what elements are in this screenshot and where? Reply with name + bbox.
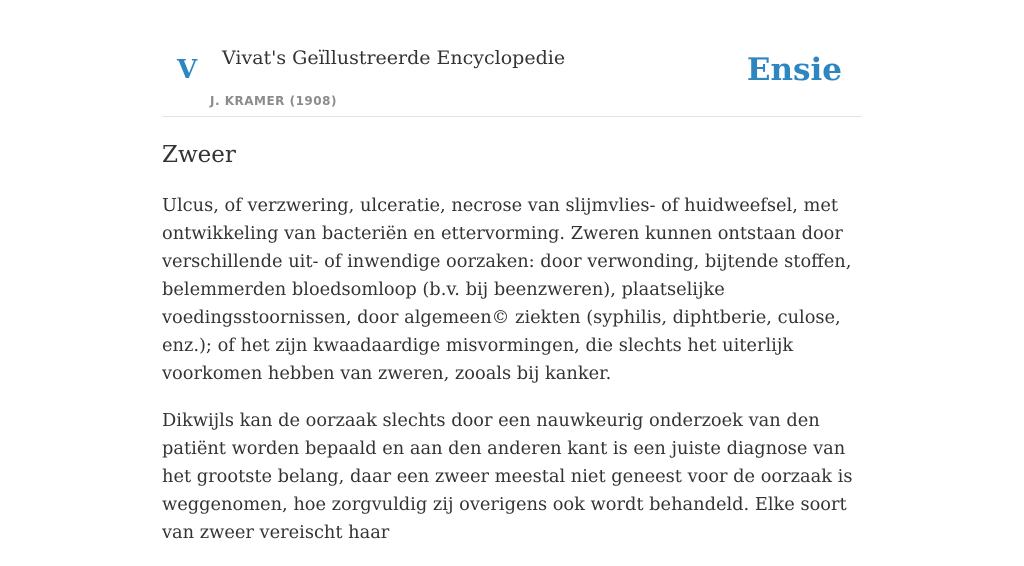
article-paragraph: Dikwijls kan de oorzaak slechts door een nauwkeurig onderzoek van den patiënt worden bepaald en aan den anderen kant is een juiste diagnose van het grootste belang, daar een zweer meestal niet geneest voor de oorzaak is weggenomen, hoe zorgvuldig zij overigens ook wordt behandeld. Elke soort van zweer vereischt haar bbox=[162, 410, 853, 543]
article-title: Zweer bbox=[162, 142, 236, 168]
source-logo[interactable]: V bbox=[177, 55, 198, 85]
source-header bbox=[162, 0, 862, 117]
source-author: J. KRAMER (1908) bbox=[210, 94, 337, 108]
source-title[interactable]: Vivat's Geïllustreerde Encyclopedie bbox=[222, 47, 566, 69]
article-body bbox=[162, 192, 862, 566]
article-paragraph: Ulcus, of verzwering, ulceratie, necrose van slijmvlies- of huidweefsel, met ontwikkeling van bacteriën en ettervorming. Zweren kunnen ontstaan door verschillende uit- of inwendige oorzaken: door verwonding, bijtende stoffen, belemmerden bloedsomloop (b.v. bij beenzweren), plaatselijke voedingsstoornissen, door algemeen© ziekten (syphilis, diphtberie, culose, enz.); of het zijn kwaadaardige misvormingen, die slechts het uiterlijk voorkomen hebben van zweren, zooals bij kanker. bbox=[162, 195, 852, 384]
ensie-logo-link[interactable]: Ensie bbox=[746, 52, 842, 88]
